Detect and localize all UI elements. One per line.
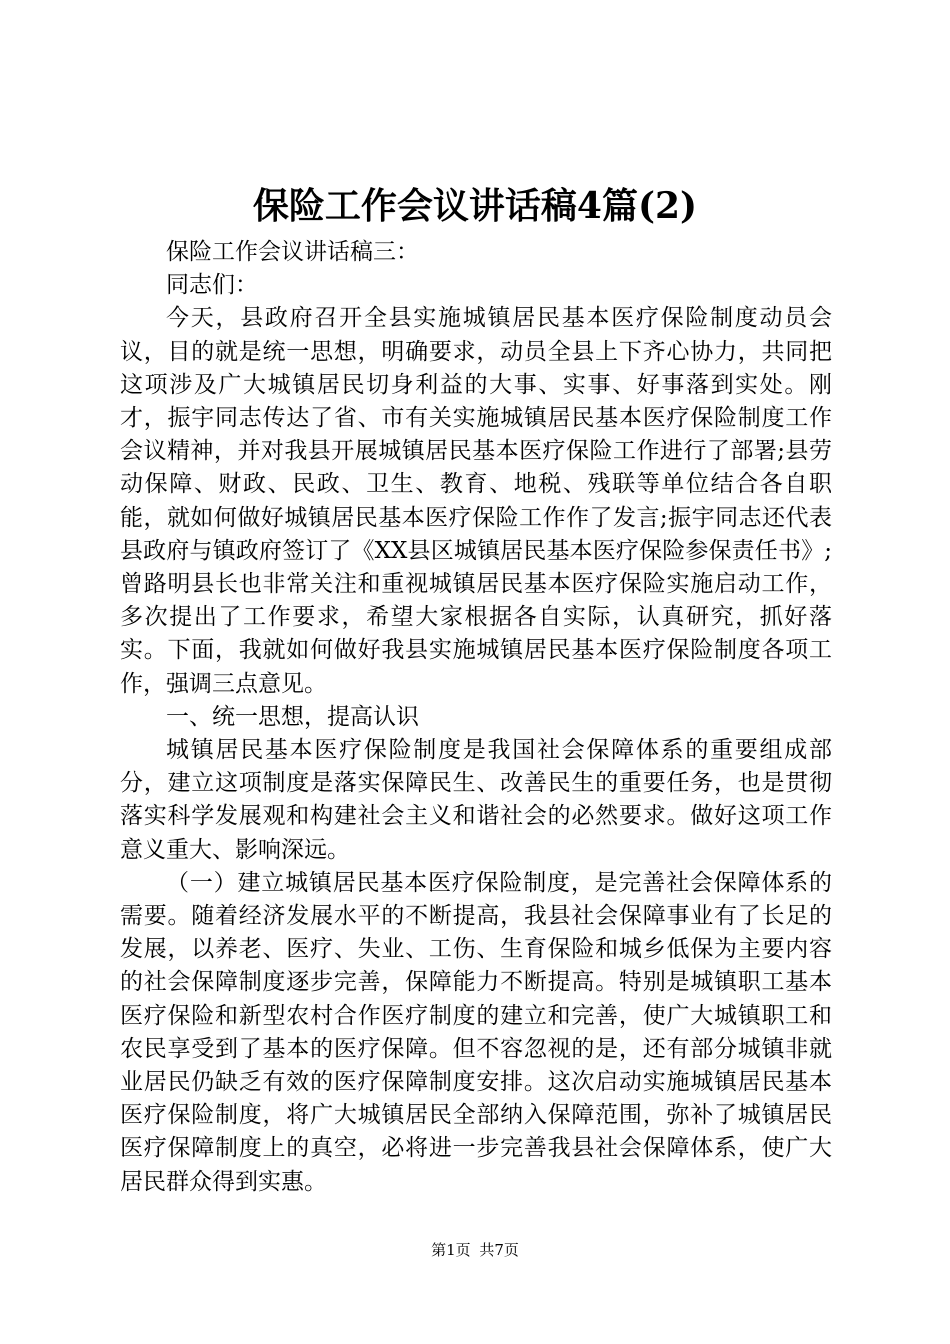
speech-heading: 保险工作会议讲话稿三：: [166, 239, 419, 265]
page-number: 第1页: [431, 1241, 471, 1259]
body-paragraph: （一）建立城镇居民基本医疗保险制度，是完善社会保障体系的需要。随着经济发展水平的不断提高，我县社会保障事业有了长足的发展，以养老、医疗、失业、工伤、生育保险和城乡低保为主要内容的社会保障制度逐步完善，保障能力不断提高。特别是城镇职工基本医疗保险和新型农村合作医疗制度的建立和完善，使广大城镇职工和农民享受到了基本的医疗保障。但不容忽视的是，还有部分城镇非就业居民仍缺乏有效的医疗保障制度安排。这次启动实施城镇居民基本医疗保险制度，将广大城镇居民全部纳入保障范围，弥补了城镇居民医疗保障制度上的真空，必将进一步完善我县社会保障体系，使广大居民群众得到实惠。: [120, 869, 832, 1195]
section-heading: 一、统一思想，提高认识: [166, 703, 419, 730]
document-body: [120, 236, 832, 1199]
body-paragraph: 城镇居民基本医疗保险制度是我国社会保障体系的重要组成部分，建立这项制度是落实保障民生、改善民生的重要任务，也是贯彻落实科学发展观和构建社会主义和谐社会的必然要求。做好这项工作意义重大、影响深远。: [120, 737, 832, 863]
body-paragraph: 今天，县政府召开全县实施城镇居民基本医疗保险制度动员会议，目的就是统一思想，明确要求，动员全县上下齐心协力，共同把这项涉及广大城镇居民切身利益的大事、实事、好事落到实处。刚才，振宇同志传达了省、市有关实施城镇居民基本医疗保险制度工作会议精神，并对我县开展城镇居民基本医疗保险工作进行了部署;县劳动保障、财政、民政、卫生、教育、地税、残联等单位结合各自职能，就如何做好城镇居民基本医疗保险工作作了发言;振宇同志还代表县政府与镇政府签订了《XX县区城镇居民基本医疗保险参保责任书》;曾路明县长也非常关注和重视城镇居民基本医疗保险实施启动工作，多次提出了工作要求，希望大家根据各自实际，认真研究，抓好落实。下面，我就如何做好我县实施城镇居民基本医疗保险制度各项工作，强调三点意见。: [120, 305, 832, 697]
document-title: 保险工作会议讲话稿4篇(2): [252, 185, 698, 227]
page-total: 共7页: [479, 1241, 519, 1259]
page-footer: [0, 1240, 950, 1260]
salutation: 同志们：: [166, 272, 258, 299]
